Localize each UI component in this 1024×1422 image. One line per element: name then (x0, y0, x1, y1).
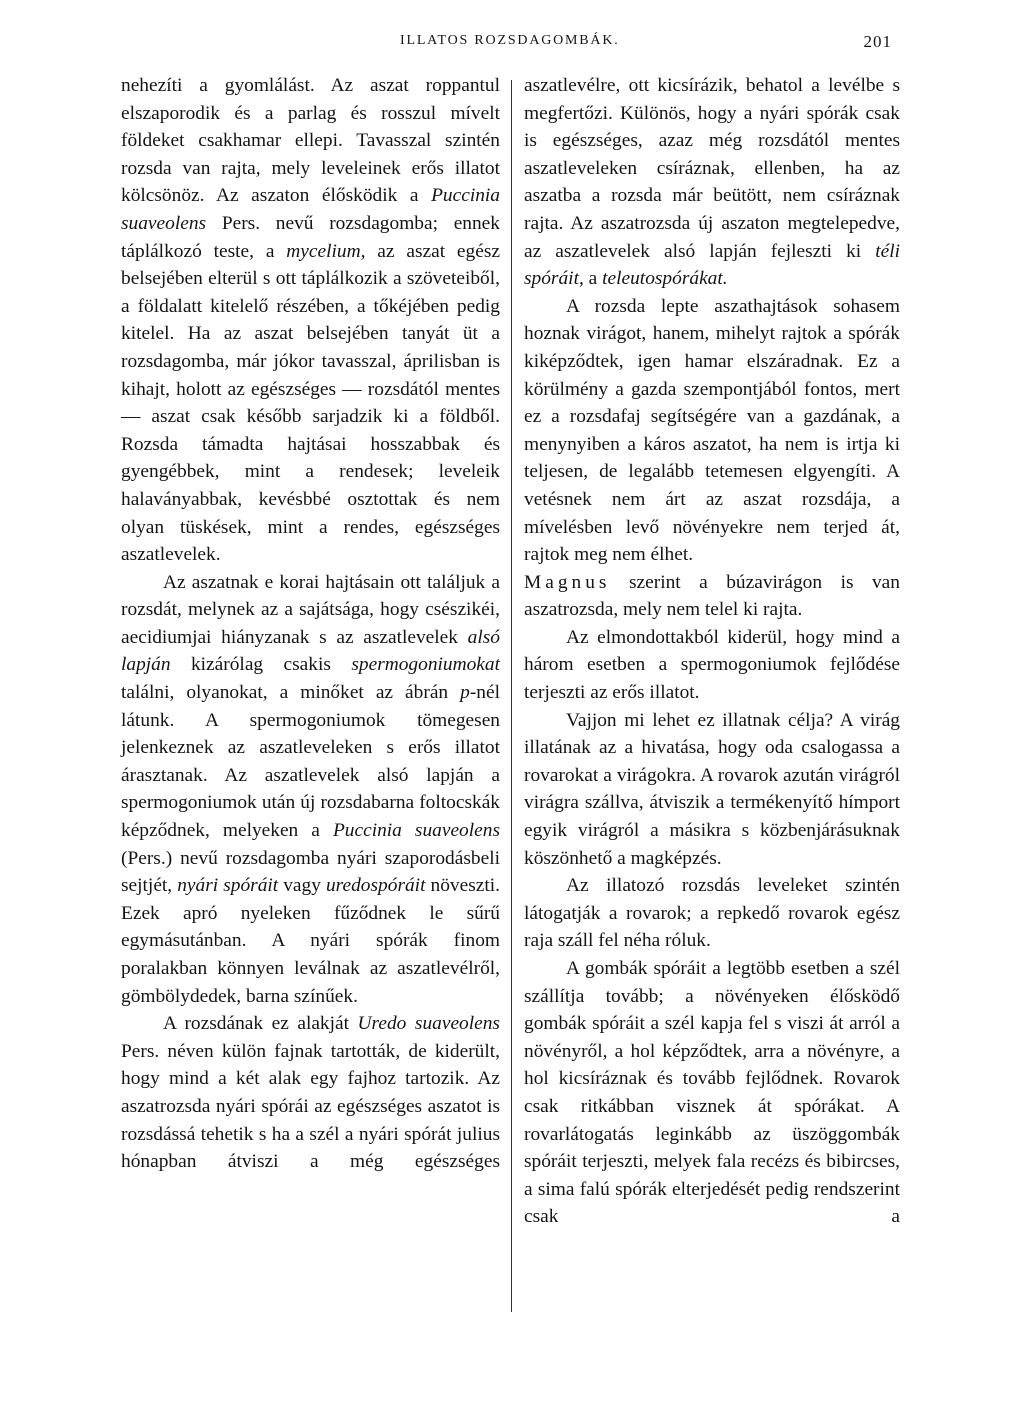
paragraph: A rozsda lepte aszathajtások sohasem hoznak virágot, hanem, mihelyt rajtok a spórák kiképződtek, igen hamar elszáradnak. Ez a körülmény a gazda szempontjából fontos, mert ez a rozsdafaj segítségére van a gazdának, a menynyiben a káros aszatot, ha nem is irtja ki teljesen, de legalább tetemesen elgyengíti. A vetésnek nem árt az aszat rozsdája, a mívelésben levő növényekre nem terjed át, rajtok meg nem élhet. (524, 295, 900, 566)
paragraph: A rozsdának ez alakját Uredo suaveolens Pers. néven külön fajnak tartották, de kiderült, hogy mind a két alak egy fajhoz tartozik. Az aszatrozsda nyári spórái az egészséges aszatot is rozsdássá tehetik s ha a szél a nyári spórát julius hónapban átviszi a még egészséges (121, 1013, 500, 1173)
page-header (120, 33, 900, 63)
paragraph: nehezíti a gyomlálást. Az aszat roppantul elszaporodik és a parlag és rosszul mívelt földeket csakhamar ellepi. Tavasszal szintén rozsda van rajta, mely leveleinek erős illatot kölcsönöz. Az aszaton élősködik a Puccinia suaveolens Pers. nevű rozsdagomba; ennek táplálkozó teste, a mycelium, az aszat egész belsejében elterül s ott táplálkozik a szöveteiből, a földalatt kitelelő részében, a tőkéjében pedig kitelel. Ha az aszat belsejében tanyát üt a rozsdagomba, már jókor tavasszal, áprilisban is kihajt, holott az egészséges — rozsdától mentes — aszat csak később sarjadzik ki a földből. Rozsda támadta hajtásai hosszabbak és gyengébbek, mint a rendesek; leveleik halaványabbak, kevésbbé osztottak és nem olyan tüskések, mint a rendes, egészséges aszatlevelek. (121, 75, 500, 566)
paragraph: Az illatozó rozsdás leveleket szintén látogatják a rovarok; a repkedő rovarok egész raja száll fel néha róluk. (524, 875, 900, 952)
page-number: 201 (863, 32, 892, 51)
paragraph: Az elmondottakból kiderül, hogy mind a három esetben a spermogoniumok fejlődése terjeszti az erős illatot. (524, 626, 900, 704)
paragraph: aszatlevélre, ott kicsírázik, behatol a levélbe s megfertőzi. Különös, hogy a nyári spórák csak is egészséges, azaz még rozsdától mentes aszatleveleken csíráznak, ellenben, ha az aszatba a rozsda már beütött, nem csíráznak rajta. Az aszatrozsda új aszaton megtelepedve, az aszatlevelek alsó lapján fejleszti ki téli spóráit, a teleutospórákat. (524, 75, 900, 290)
running-title: ILLATOS ROZSDAGOMBÁK. (400, 33, 620, 48)
column-divider (511, 80, 512, 1312)
author-name: Magnus (524, 571, 611, 593)
paragraph: Vajjon mi lehet ez illatnak célja? A virág illatának az a hivatása, hogy oda csalogassa a rovarokat a virágokra. A rovarok azután virágról virágra szállva, átviszik a termékenyítő hímport egyik virágról a másikra s közbenjárásuknak köszönhető a magképzés. (524, 709, 900, 869)
right-column (524, 72, 900, 1231)
paragraph: Magnus szerint a búzavirágon is van aszatrozsda, mely nem telel ki rajta. (524, 571, 900, 621)
left-column (121, 72, 500, 1176)
paragraph: Az aszatnak e korai hajtásain ott találjuk a rozsdát, melynek az a sajátsága, hogy csészikéi, aecidiumjai hiányzanak s az aszatlevelek alsó lapján kizárólag csakis spermogoniumokat találni, olyanokat, a minőket az ábrán p-nél látunk. A spermogoniumok tömegesen jelenkeznek az aszatleveleken s erős illatot árasztanak. Az aszatlevelek alsó lapján a spermogoniumok után új rozsdabarna foltocskák képződnek, melyeken a Puccinia suaveolens (Pers.) nevű rozsdagomba nyári szaporodásbeli sejtjét, nyári spóráit vagy uredospóráit növeszti. Ezek apró nyeleken fűződnek le sűrű egymásutánban. A nyári spórák finom poralakban könnyen leválnak az aszatlevélről, gömbölydedek, barna színűek. (121, 571, 500, 1007)
paragraph: A gombák spóráit a legtöbb esetben a szél szállítja tovább; a növényeken élősködő gombák spóráit a szél kapja fel s viszi át arról a növényről, a hol képződtek, arra a növényre, a hol kicsíráznak és tovább fejlődnek. Rovarok csak ritkábban visznek át spórákat. A rovarlátogatás leginkább az üszöggombák spóráit terjeszti, melyek fala recézs és bibircses, a sima falú spórák elterjedését pedig rendszerint csak a (524, 958, 900, 1228)
